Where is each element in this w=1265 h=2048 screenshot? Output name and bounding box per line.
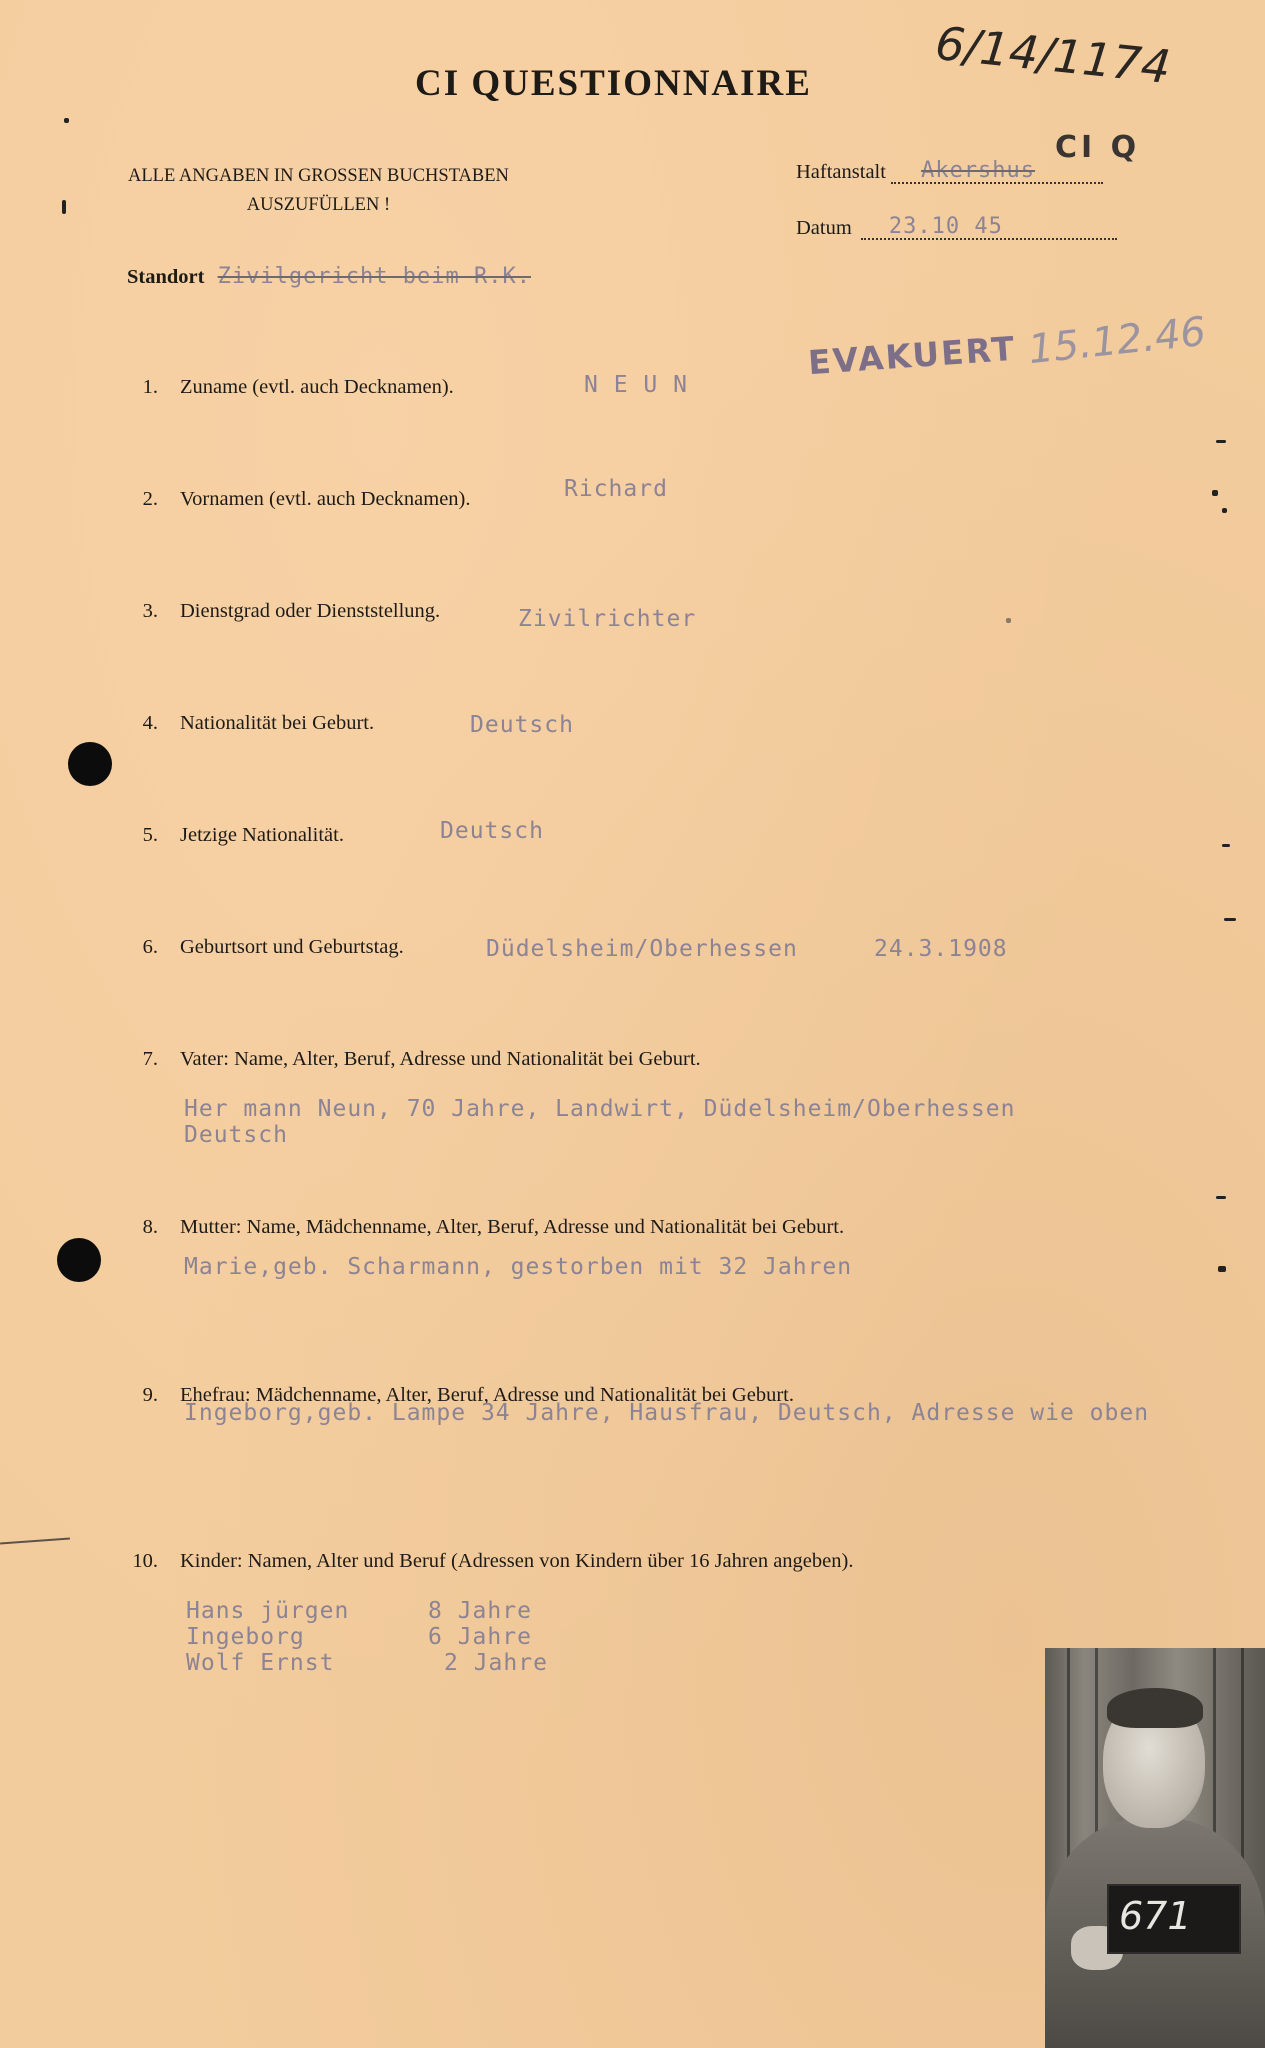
question-1 [118,376,454,399]
child-3-name: Wolf Ernst [186,1650,335,1676]
child-2-age: 6 Jahre [428,1624,532,1650]
question-8 [118,1216,844,1239]
question-label: Kinder: Namen, Alter und Beruf (Adressen von Kindern über 16 Jahren angeben). [180,1550,854,1572]
portrait-photo [1045,1648,1265,2048]
answer-9: Ingeborg,geb. Lampe 34 Jahre, Hausfrau, Deutsch, Adresse wie oben [184,1400,1150,1426]
speck [1222,844,1230,847]
question-label: Geburtsort und Geburtstag. [180,936,404,958]
question-2 [118,488,471,511]
question-label: Vornamen (evtl. auch Decknamen). [180,488,471,510]
punch-hole-top [68,742,112,786]
instructions-line1: ALLE ANGABEN IN GROSSEN BUCHSTABEN [128,166,509,186]
question-number: 9. [142,1384,158,1406]
speck [1212,490,1218,496]
question-7 [118,1048,701,1071]
question-number: 8. [142,1216,158,1238]
prisoner-number-board [1107,1884,1241,1954]
board-number: 671 [1119,1894,1192,1938]
speck [1216,440,1226,443]
question-number: 3. [142,600,158,622]
haftanstalt-label: Haftanstalt [796,161,886,183]
question-number: 2. [142,488,158,510]
question-5 [118,824,344,847]
standort-label: Standort [127,266,205,288]
question-number: 6. [142,936,158,958]
instructions-line2: AUSZUFÜLLEN ! [246,195,391,215]
question-number: 5. [142,824,158,846]
answer-3: Zivilrichter [518,606,697,632]
answer-6-place: Düdelsheim/Oberhessen [486,936,798,962]
child-2-name: Ingeborg [186,1624,305,1650]
haftanstalt-value: Akershus [921,158,1036,183]
child-1-age: 8 Jahre [428,1598,532,1624]
handwritten-number: 6/14/1174 [932,15,1174,95]
question-label: Mutter: Name, Mädchenname, Alter, Beruf, Adresse und Nationalität bei Geburt. [180,1216,845,1238]
question-label: Ehefrau: Mädchenname, Alter, Beruf, Adresse und Nationalität bei Geburt. [180,1384,794,1406]
speck [1218,1266,1226,1272]
question-number: 1. [142,376,158,398]
speck [1224,918,1236,921]
speck [1006,618,1011,623]
datum-value: 23.10 45 [888,214,1003,239]
datum-label: Datum [796,217,852,239]
answer-6-date: 24.3.1908 [874,936,1008,962]
datum-row [796,216,1117,240]
answer-2: Richard [564,476,668,502]
question-label: Vater: Name, Alter, Beruf, Adresse und Nationalität bei Geburt. [180,1048,701,1070]
speck [64,118,69,123]
speck [62,200,66,214]
question-label: Jetzige Nationalität. [180,824,344,846]
answer-8: Marie,geb. Scharmann, gestorben mit 32 Jahren [184,1254,853,1280]
ciq-mark: CI Q [1055,130,1141,165]
answer-1: N E U N [584,372,688,398]
evakuert-stamp: EVAKUERT [806,328,1018,383]
answer-4: Deutsch [470,712,574,738]
answer-7-line2: Deutsch [184,1122,288,1148]
datum-field [861,216,1117,240]
stamp-handwritten-date: 15.12.46 [1026,308,1209,374]
child-3-age: 2 Jahre [444,1650,548,1676]
haftanstalt-field [891,160,1103,184]
question-4 [118,712,374,735]
question-6 [118,936,404,959]
question-number: 4. [142,712,158,734]
question-label: Nationalität bei Geburt. [180,712,375,734]
standort-value: Zivilgericht beim R.K. [217,264,531,289]
question-10 [118,1550,853,1573]
answer-5: Deutsch [440,818,544,844]
edge-mark [0,1538,70,1545]
haftanstalt-row [796,160,1103,184]
question-3 [118,600,440,623]
speck [1216,1196,1226,1199]
page-title: CI QUESTIONNAIRE [415,63,812,104]
speck [1222,508,1227,513]
standort-row [127,264,531,289]
photo-hair [1107,1688,1203,1728]
question-number: 10. [132,1550,158,1572]
question-number: 7. [142,1048,158,1070]
instructions [128,162,509,220]
answer-7-line1: Her mann Neun, 70 Jahre, Landwirt, Düdelsheim/Oberhessen [184,1096,1016,1122]
child-1-name: Hans jürgen [186,1598,350,1624]
question-label: Dienstgrad oder Dienststellung. [180,600,441,622]
question-label: Zuname (evtl. auch Decknamen). [180,376,454,398]
punch-hole-bottom [57,1238,101,1282]
